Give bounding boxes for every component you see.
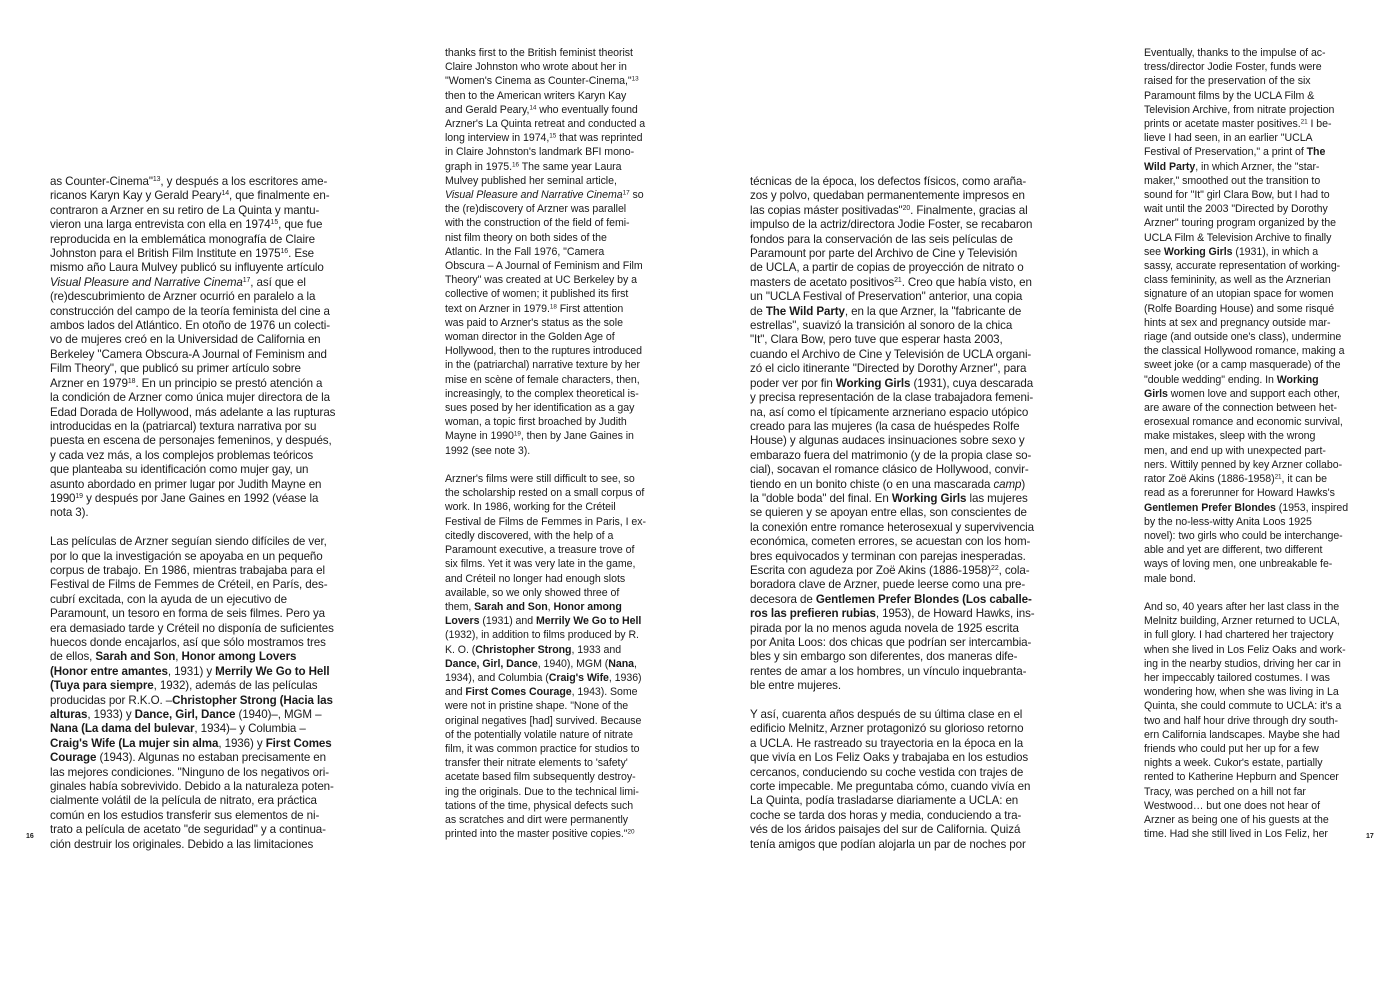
column-spanish-right [750,175,1050,852]
paragraph: técnicas de la época, los defectos físicos, como araña- zos y polvo, quedaban permanentemente impresos en las copias máster positivadas"$^{20}$. Finalmente, gracias al impulso de la actriz/directora Jodie Foster, se recabaron fondos para la conservación de las seis películas de Paramount por parte del Archivo de Cine y Televisión de UCLA, a partir de copias de proyección de nitrato o masters de acetato positivos$^{21}$. Creo que había visto, en un "UCLA Festival of Preservation" anterior, una copia de The Wild Party, en la que Arzner, la "fabricante de estrellas", suavizó la transición al sonoro de la chica "It", Clara Bow, pero tuve que esperar hasta 2003, cuando el Archivo de Cine y Televisión de UCLA organi- zó el ciclo itinerante "Directed by Dorothy Arzner", para poder ver por fin Working Girls (1931), cuya descarada y precisa representación de la clase trabajadora femeni- na, así como el típicamente arzneriano espacio utópico creado para las mujeres (la casa de huéspedes Rolfe House) y algunas audaces insinuaciones sobre sexo y embarazo fuera del matrimonio (y de la propia clase so- cial), socavan el romance clásico de Hollywood, convir- tiendo en un bonito chiste (o en una mascarada camp) la "doble boda" del final. En Working Girls las mujeres se quieren y se apoyan entre ellas, son conscientes de la conexión entre romance heterosexual y supervivencia económica, cometen errores, se acuestan con los hom- bres equivocados y terminan con parejas inesperadas. Escrita con agudeza por Zoë Akins (1886-1958)$^{22}$, cola- boradora clave de Arzner, puede leerse como una pre- decesora de Gentlemen Prefer Blondes (Los caballe- ros las prefieren rubias, 1953), de Howard Hawks, ins- pirada por la no menos aguda novela de 1925 escrita por Anita Loos: dos chicas que podrían ser intercambia- bles y sin embargo son diferentes, dos maneras dife- rentes de amar a los hombres, un vínculo inquebranta- ble entre mujeres. [750,175,1035,693]
paragraph: Las películas de Arzner seguían siendo difíciles de ver, por lo que la investigación se apoyaba en un pequeño corpus de trabajo. En 1986, mientras trabajaba para el Festival de Films de Femmes de Créteil, en París, des- cubrí excitada, con la ayuda de un ejecutivo de Paramount, un tesoro en forma de seis filmes. Pero ya era demasiado tarde y Créteil no disponía de suficientes huecos donde encajarlos, así que sólo mostramos tres de ellos, Sarah and Son, Honor among Lovers (Honor entre amantes, 1931) y Merrily We Go to Hell (Tuya para siempre, 1932), además de las películas producidas por R.K.O. –Christopher Strong (Hacia las alturas, 1933) y Dance, Girl, Dance (1940)–, MGM – Nana (La dama del bulevar, 1934)– y Columbia – Craig's Wife (La mujer sin alma, 1936) y First Comes Courage (1943). Algunas no estaban precisamente en las mejores condiciones. "Ninguno de los negativos ori- ginales había sobrevivido. Debido a la naturaleza poten- cialmente volátil de la película de nitrato, era práctica común en los estudios transferir sus elementos de ni- trato a película de acetato "de seguridad" y a continua- ción destruir los originales. Debido a las limitaciones [50,535,334,851]
paragraph: Eventually, thanks to the impulse of ac- tress/director Jodie Foster, funds were raised for the preservation of the six Paramount films by the UCLA Film & Television Archive, from nitrate projection prints or acetate master positives.$^{21}$ I be- lieve I had seen, in an earlier "UCLA Festival of Preservation," a print of The Wild Party, in which Arzner, the "star- maker," smoothed out the transition to sound for "It" girl Clara Bow, but I had to wait until the 2003 "Directed by Dorothy Arzner" touring program organized by the UCLA Film & Television Archive to finally see Working Girls (1931), in which a sassy, accurate representation of working- class femininity, as well as the Arznerian signature of an utopian space for women (Rolfe Boarding House) and some risqué hints at sex and pregnancy outside mar- riage (and outside one's class), undermine the classical Hollywood romance, making a sweet joke (or a camp masquerade) of the "double wedding" ending. In Working Girls women love and support each other, are aware of the connection between het- erosexual romance and economic survival, make mistakes, sleep with the wrong men, and end up with unexpected part- ners. Wittily penned by key Arzner collabo- rator Zoë Akins (1886-1958)$^{21}$, it can be read as a forerunner for Howard Hawks's Gentlemen Prefer Blondes (1953, inspired by the no-less-witty Anita Loos 1925 novel): two girls who could be interchange- able and yet are different, two different ways of loving men, one unbreakable fe- male bond. [1144,47,1349,585]
paragraph: And so, 40 years after her last class in the Melnitz building, Arzner returned to UCLA, in full glory. I had chartered her trajectory when she lived in Los Feliz Oaks and work- ing in the nearby studios, driving her car in her impeccably tailored costumes. I was wondering how, when she was living in La Quinta, she could commute to UCLA: it's a two and half hour drive through dry south- ern California landscapes. Maybe she had friends who could put her up for a few nights a week. Cukor's estate, partially rented to Katherine Hepburn and Spencer Tracy, was perched on a hill not far Westwood… but one does not hear of Arzner as being one of his guests at the time. Had she still lived in Los Feliz, her [1144,600,1346,841]
page-number-right: 17 [1366,833,1374,840]
paragraph: as Counter-Cinema"$^{13}$, y después a los escritores ame- ricanos Karyn Kay y Gerald Peary$^{14}$, que finalmente en- contraron a Arzner en su retiro de La Quinta y mantu- vieron una larga entrevista con ella en 1974$^{15}$, que fue reproducida en la emblemática monografía de Claire Johnston para el British Film Institute en 1975$^{16}$. Ese mismo año Laura Mulvey publicó su influyente artículo Visual Pleasure and Narrative Cinema$^{17}$, así que el (re)descubrimiento de Arzner ocurrió en paralelo a la construcción del campo de la teoría feminista del cine a ambos lados del Atlántico. En otoño de 1976 un colecti- vo de mujeres creó en la Universidad de California en Berkeley "Camera Obscura-A Journal of Feminism and Film Theory", que publicó su primer artículo sobre Arzner en 1979$^{18}$. En un principio se prestó atención a la condición de Arzner como única mujer directora de la Edad Dorada de Hollywood, más adelante a las rupturas introducidas en la (patriarcal) textura narrativa por su puesta en escena de personajes femeninos, y después, y cada vez más, a los complejos problemas teóricos que planteaba su identificación como mujer gay, un asunto abordado en primer lugar por Judith Mayne en 1990$^{19}$ y después por Jane Gaines en 1992 (véase la nota 3). [50,175,336,520]
column-english-left [445,46,660,841]
column-spanish-left [50,175,350,852]
paragraph: Arzner's films were still difficult to see, so the scholarship rested on a small corpus of work. In 1986, working for the Créteil Festival de Films de Femmes in Paris, I ex- citedly discovered, with the help of a Paramount executive, a treasure trove of six films. Yet it was very late in the game, and Créteil no longer had enough slots available, so we only showed three of them, Sarah and Son, Honor among Lovers (1931) and Merrily We Go to Hell (1932), in addition to films produced by R. K. O. (Christopher Strong, 1933 and Dance, Girl, Dance, 1940), MGM (Nana, 1934), and Columbia (Craig's Wife, 1936) and First Comes Courage, 1943). Some were not in pristine shape. "None of the original negatives [had] survived. Because of the potentially volatile nature of nitrate film, it was common practice for studios to transfer their nitrate elements to 'safety' acetate based film subsequently destroy- ing the originals. Due to the technical limi- tations of the time, physical defects such as scratches and dirt were permanently printed into the master positive copies."$^{20}$ [445,473,646,841]
page-number-left: 16 [26,833,34,840]
paragraph: thanks first to the British feminist theorist Claire Johnston who wrote about her in "Women's Cinema as Counter-Cinema,"$^{13}$ then to the American writers Karyn Kay and Gerald Peary,$^{14}$ who eventually found Arzner's La Quinta retreat and conducted a long interview in 1974,15 that was reprinted in Claire Johnston's landmark BFI mono- graph in 1975.16 The same year Laura Mulvey published her seminal article, Visual Pleasure and Narrative Cinema$^{17}$ so the (re)discovery of Arzner was parallel with the construction of the field of femi- nist film theory on both sides of the Atlantic. In the Fall 1976, "Camera Obscura – A Journal of Feminism and Film Theory" was created at UC Berkeley by a collective of women; it published its first text on Arzner in 1979.18 First attention was paid to Arzner's status as the sole woman director in the Golden Age of Hollywood, then to the ruptures introduced in the (patriarchal) narrative texture by her mise en scène of female characters, then, increasingly, to the complex theoretical is- sues posed by her identification as a gay woman, a topic first broached by Judith Mayne in 1990$^{19}$, then by Jane Gaines in 1992 (see note 3). [445,47,646,457]
paragraph: Y así, cuarenta años después de su última clase en el edificio Melnitz, Arzner protagonizó su glorioso retorno a UCLA. He rastreado su trayectoria en la época en la que vivía en Los Feliz Oaks y trabajaba en los estudios cercanos, conduciendo su coche vestida con trajes de corte impecable. Me preguntaba cómo, cuando vivía en La Quinta, podía trasladarse diariamente a UCLA: en coche se tarda dos horas y media, conduciendo a tra- vés de los áridos paisajes del sur de California. Quizá tenía amigos que podían alojarla un par de noches por [750,708,1031,851]
column-english-right [1144,46,1359,841]
